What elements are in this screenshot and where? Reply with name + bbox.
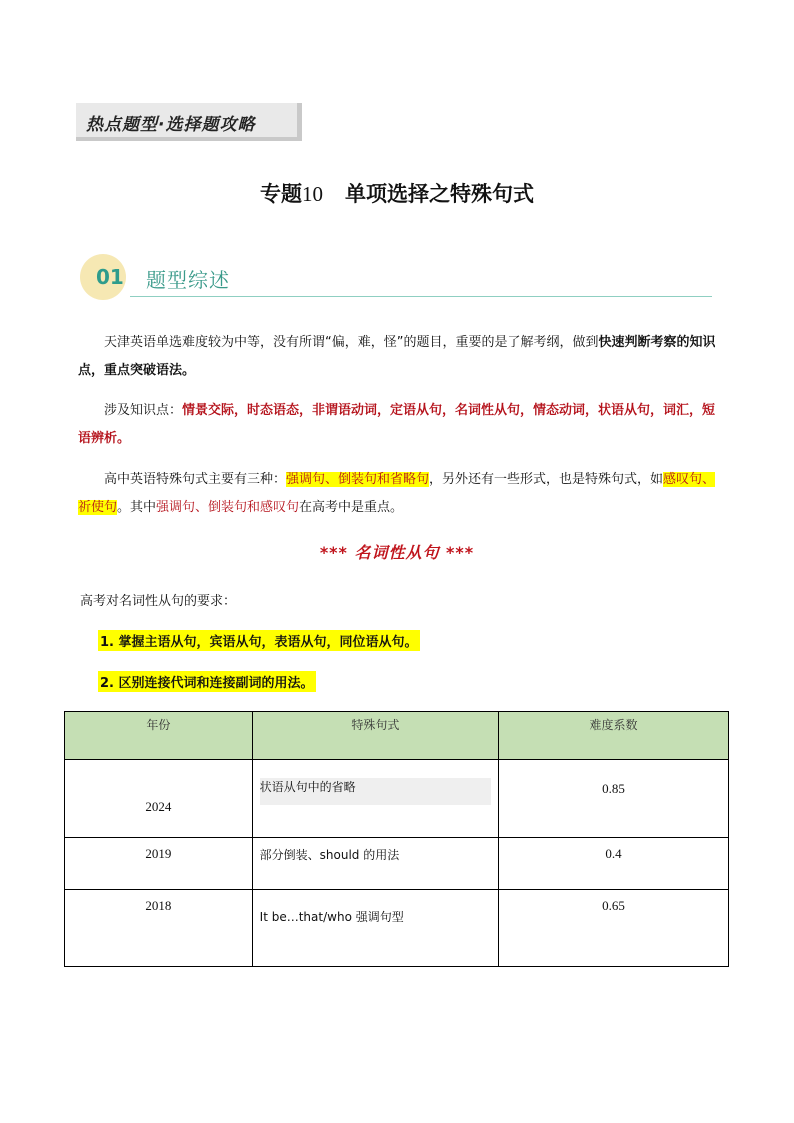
overview-key-point: 快速判断考察的知识点，重点突破语法。: [78, 335, 716, 378]
cell-pattern: [252, 890, 498, 967]
header-year: 年份: [65, 712, 253, 760]
difficulty-value: 0.4: [605, 846, 622, 861]
special-text-1: 高中英语特殊句式主要有三种：: [104, 472, 287, 487]
cell-year: [65, 760, 253, 838]
exam-table: [64, 711, 729, 967]
table-row: [65, 760, 729, 838]
pattern-value: 状语从句中的省略: [260, 778, 491, 805]
special-text-3: 。其中: [117, 500, 157, 515]
requirement-item: 2. 区别连接代词和连接副词的用法。: [98, 671, 316, 692]
special-highlight-1: 强调句、倒装句和省略句: [286, 472, 430, 487]
difficulty-value: 0.85: [602, 781, 625, 796]
overview-paragraph: [78, 329, 724, 385]
special-text-2: ，另外还有一些形式，也是特殊句式，如: [429, 472, 664, 487]
cell-difficulty: [498, 760, 728, 838]
title-number: 10: [302, 182, 324, 206]
cell-pattern: [252, 760, 498, 838]
special-emphasis: 强调句、倒装句和感叹句: [156, 500, 300, 515]
year-value: 2018: [145, 898, 172, 913]
table-header-row: [65, 712, 729, 760]
special-highlight-2: 感叹句、祈使句: [78, 472, 716, 515]
cell-year: [65, 890, 253, 967]
subsection-title: *** 名词性从句 ***: [319, 543, 475, 562]
page-title: [0, 178, 794, 208]
table-row: [65, 838, 729, 890]
overview-text: 天津英语单选难度较为中等，没有所谓“偏，难，怪”的题目，重要的是了解考纲，做到: [104, 335, 599, 350]
section-title: 题型综述: [146, 268, 230, 292]
difficulty-value: 0.65: [602, 898, 625, 913]
requirement-label: 高考对名词性从句的要求：: [80, 594, 237, 609]
knowledge-points-paragraph: [78, 397, 724, 453]
knowledge-lead: 涉及知识点：: [104, 403, 183, 418]
requirement-item: 1. 掌握主语从句，宾语从句，表语从句，同位语从句。: [98, 630, 420, 651]
topic-tag-label: 热点题型·选择题攻略: [86, 115, 256, 135]
cell-pattern: [252, 838, 498, 890]
pattern-value: It be…that/who 强调句型: [259, 910, 404, 924]
section-divider: [130, 296, 712, 297]
header-difficulty: 难度系数: [498, 712, 728, 760]
table-row: [65, 890, 729, 967]
knowledge-topics: 情景交际，时态语态，非谓语动词，定语从句，名词性从句，情态动词，状语从句，词汇，短语辨析。: [78, 403, 716, 446]
pattern-value: 部分倒装、should 的用法: [259, 848, 400, 862]
header-pattern: 特殊句式: [252, 712, 498, 760]
special-sentences-paragraph: [78, 466, 724, 522]
title-prefix: 专题: [260, 182, 303, 206]
title-text: 单项选择之特殊句式: [344, 182, 534, 206]
section-number: 01: [96, 265, 124, 289]
cell-year: [65, 838, 253, 890]
cell-difficulty: [498, 890, 728, 967]
year-value: 2024: [145, 799, 172, 814]
topic-tag: [76, 103, 302, 141]
cell-difficulty: [498, 838, 728, 890]
year-value: 2019: [145, 846, 172, 861]
special-text-4: 在高考中是重点。: [299, 500, 404, 515]
